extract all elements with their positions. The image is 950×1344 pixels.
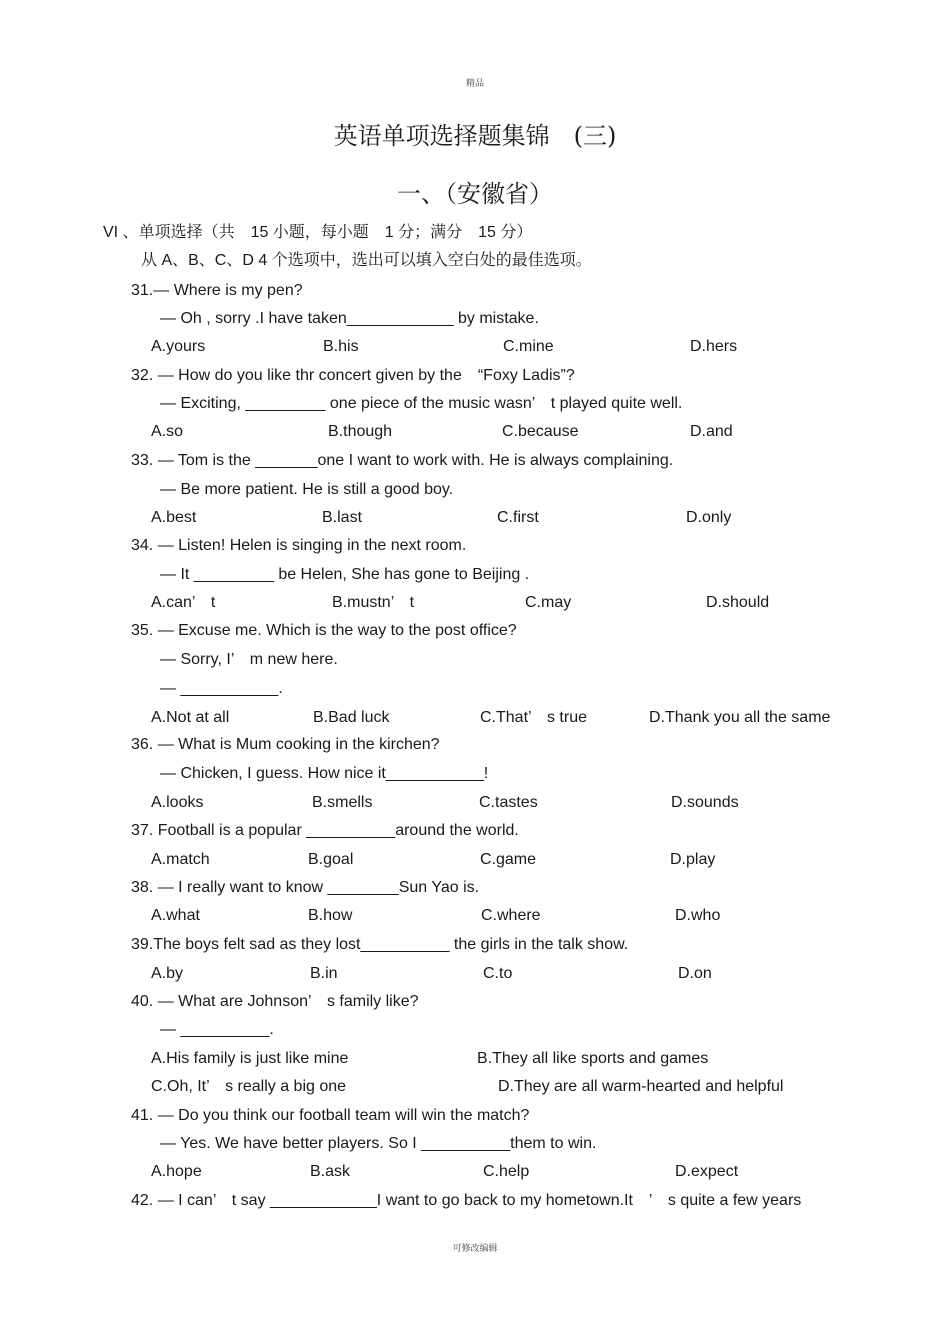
q37-option-b: B.goal	[308, 851, 354, 868]
q31-option-b: B.his	[323, 338, 359, 355]
page-header: 精品	[465, 78, 484, 88]
q40-option-d: D.They are all warm-hearted and helpful	[498, 1078, 784, 1095]
q33-option-a: A.best	[151, 509, 197, 526]
q36-option-c: C.tastes	[479, 794, 538, 811]
q39-option-b: B.in	[310, 965, 338, 982]
q38-option-b: B.how	[308, 907, 353, 924]
q33-option-d: D.only	[686, 509, 732, 526]
question-34-prompt: 34. — Listen! Helen is singing in the next room.	[131, 537, 467, 554]
q38-option-c: C.where	[481, 907, 541, 924]
question-38-prompt: 38. — I really want to know ________Sun Yao is.	[131, 879, 480, 896]
question-36-reply: — Chicken, I guess. How nice it___________!	[160, 765, 489, 782]
section-subtitle: 一、（安徽省）	[397, 180, 553, 208]
q41-option-b: B.ask	[310, 1163, 351, 1180]
question-33-reply: — Be more patient. He is still a good boy.	[160, 481, 454, 498]
q36-option-d: D.sounds	[671, 794, 739, 811]
question-41-prompt: 41. — Do you think our football team will win the match?	[131, 1107, 530, 1124]
question-40-prompt: 40. — What are Johnson’ s family like?	[131, 993, 419, 1010]
q35-option-a: A.Not at all	[151, 709, 230, 726]
q41-option-a: A.hope	[151, 1163, 202, 1180]
q35-option-b: B.Bad luck	[313, 709, 390, 726]
question-34-reply: — It _________ be Helen, She has gone to Beijing .	[160, 566, 530, 583]
instruction-text: 从 A、B、C、D 4 个选项中，选出可以填入空白处的最佳选项。	[141, 252, 592, 269]
q32-option-d: D.and	[690, 423, 733, 440]
document-title: 英语单项选择题集锦 (三)	[333, 122, 617, 150]
q40-option-b: B.They all like sports and games	[477, 1050, 709, 1067]
question-35-prompt: 35. — Excuse me. Which is the way to the post office?	[131, 622, 517, 639]
question-35-blank: — ___________.	[160, 680, 283, 697]
q39-option-c: C.to	[483, 965, 513, 982]
q38-option-d: D.who	[675, 907, 721, 924]
q31-option-c: C.mine	[503, 338, 554, 355]
q34-option-b: B.mustn’ t	[332, 594, 415, 611]
question-41-reply: — Yes. We have better players. So I __________them to win.	[160, 1135, 597, 1152]
q41-option-c: C.help	[483, 1163, 530, 1180]
q39-option-a: A.by	[151, 965, 184, 982]
page-footer: 可修改编辑	[452, 1243, 498, 1253]
q35-option-d: D.Thank you all the same	[649, 709, 831, 726]
q32-option-c: C.because	[502, 423, 579, 440]
q37-option-c: C.game	[480, 851, 537, 868]
question-31-reply: — Oh , sorry .I have taken____________ by mistake.	[160, 310, 539, 327]
q34-option-d: D.should	[706, 594, 770, 611]
q40-option-a: A.His family is just like mine	[151, 1050, 349, 1067]
q38-option-a: A.what	[151, 907, 200, 924]
q33-option-b: B.last	[322, 509, 363, 526]
question-33-prompt: 33. — Tom is the _______one I want to work with. He is always complaining.	[131, 452, 674, 469]
question-36-prompt: 36. — What is Mum cooking in the kirchen?	[131, 736, 440, 753]
q31-option-a: A.yours	[151, 338, 206, 355]
q34-option-a: A.can’ t	[151, 594, 216, 611]
section-heading: VI 、单项选择（共 15 小题，每小题 1 分；满分 15 分）	[103, 224, 533, 241]
q39-option-d: D.on	[678, 965, 712, 982]
q40-option-c: C.Oh, It’ s really a big one	[151, 1078, 347, 1095]
q32-option-b: B.though	[328, 423, 393, 440]
question-32-reply: — Exciting, _________ one piece of the music wasn’ t played quite well.	[160, 395, 683, 412]
question-40-blank: — __________.	[160, 1021, 274, 1038]
q32-option-a: A.so	[151, 423, 184, 440]
question-39-prompt: 39.The boys felt sad as they lost__________ the girls in the talk show.	[131, 936, 629, 953]
q37-option-a: A.match	[151, 851, 210, 868]
q41-option-d: D.expect	[675, 1163, 739, 1180]
q33-option-c: C.first	[497, 509, 539, 526]
question-42-prompt: 42. — I can’ t say ____________I want to go back to my hometown.It ’ s quite a few years	[131, 1192, 802, 1209]
q37-option-d: D.play	[670, 851, 716, 868]
question-37-prompt: 37. Football is a popular __________around the world.	[131, 822, 519, 839]
question-32-prompt: 32. — How do you like thr concert given by the “Foxy Ladis”?	[131, 367, 575, 384]
q36-option-a: A.looks	[151, 794, 204, 811]
q34-option-c: C.may	[525, 594, 572, 611]
question-31-prompt: 31.— Where is my pen?	[131, 282, 303, 299]
question-35-reply: — Sorry, I’ m new here.	[160, 651, 338, 668]
q35-option-c: C.That’ s true	[480, 709, 587, 726]
q31-option-d: D.hers	[690, 338, 738, 355]
q36-option-b: B.smells	[312, 794, 373, 811]
